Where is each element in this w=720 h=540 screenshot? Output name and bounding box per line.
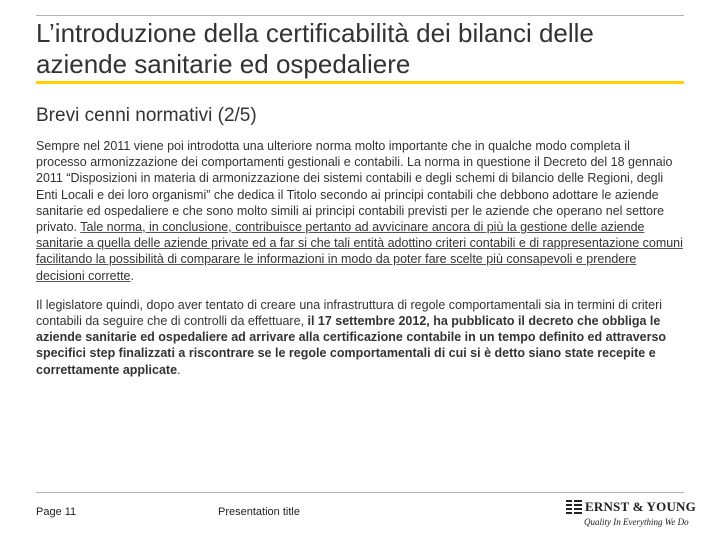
page-number: Page 11	[36, 506, 77, 518]
paragraph-1-end: .	[130, 268, 134, 283]
title-accent-rule	[36, 81, 684, 84]
paragraph-2-end: .	[177, 362, 181, 377]
paragraph-2-bold-text: il 17 settembre 2012, ha pubblicato il decreto che obbliga le aziende sanitarie ed ospedaliere ad arrivare alla certificazione contabile in un tempo definito ed attraverso specifici step finalizzati a riscontrare se le regole comportamentali di cui si è detto siano state recepite e correttamente applicate	[36, 314, 667, 377]
paragraph-2	[36, 297, 684, 378]
footer-divider	[36, 492, 684, 493]
ernst-young-logo-icon	[566, 500, 582, 514]
logo-tagline: Quality In Everything We Do	[584, 517, 689, 527]
presentation-title: Presentation title	[218, 506, 300, 518]
company-logo	[566, 498, 696, 532]
slide-subtitle: Brevi cenni normativi (2/5)	[36, 105, 257, 126]
paragraph-1-underlined-text: Tale norma, in conclusione, contribuisce pertanto ad avvicinare ancora di più la gestione delle aziende sanitarie a quella delle aziende private ed a far si che tali entità adottino criteri contabili e di rappresentazione comuni facilitando la possibilità di comparare le informazioni in modo da poter fare scelte più consapevoli e prendere decisioni corrette	[36, 220, 683, 283]
paragraph-1-text: Sempre nel 2011 viene poi introdotta una ulteriore norma molto importante che in qualche modo completa il processo armonizzazione dei comportamenti gestionali e contabili. La norma in questione il Decreto del 18 gennaio 2011 “Disposizioni in materia di armonizzazione dei sistemi contabili e degli schemi di bilancio delle Regioni, degli Enti Locali e dei loro organismi” che dedica il Titolo secondo ai principi contabili che debbono adottare le aziende sanitarie ed ospedaliere e che sono molto simili ai principi contabili previsti per le aziende che operano nel settore privato.	[36, 139, 673, 235]
paragraph-2-text: Il legislatore quindi, dopo aver tentato di creare una infrastruttura di regole comportamentali sia in termini di criteri contabili da seguire che di controlli da effettuare,	[36, 297, 663, 329]
slide-body	[36, 138, 684, 378]
slide-title: L’introduzione della certificabilità dei bilanci delle aziende sanitarie ed ospedaliere	[36, 18, 594, 79]
logo-wordmark: ERNST & YOUNG	[585, 499, 696, 514]
paragraph-1	[36, 138, 684, 284]
top-divider	[36, 15, 684, 16]
